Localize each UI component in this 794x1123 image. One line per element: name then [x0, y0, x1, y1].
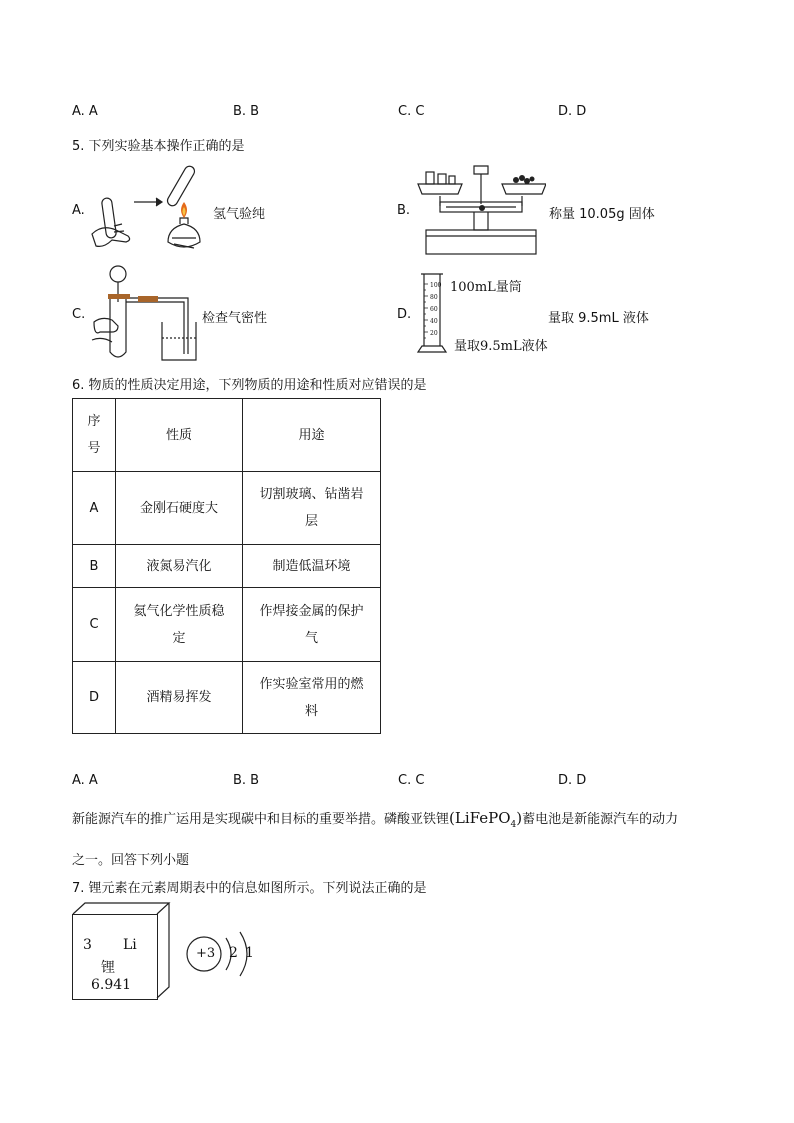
- atomic-number: 3: [83, 937, 92, 953]
- row-use: 作焊接金属的保护 气: [243, 588, 381, 662]
- cylinder-name: 100mL量筒: [450, 280, 522, 295]
- row-id: D: [73, 662, 116, 734]
- option-c[interactable]: C. C: [398, 773, 425, 788]
- q6-stem: 6. 物质的性质决定用途，下列物质的用途和性质对应错误的是: [72, 378, 427, 393]
- option-a[interactable]: A. A: [72, 104, 98, 119]
- element-symbol: Li: [123, 937, 137, 953]
- intro-text-2: 蓄电池是新能源汽车的动力: [522, 812, 679, 827]
- row-use: 作实验室常用的燃 料: [243, 662, 381, 734]
- header-property: 性质: [116, 399, 243, 472]
- intro-text-3: 之一。回答下列小题: [72, 853, 190, 868]
- cylinder-note: 量取9.5mL液体: [454, 339, 548, 354]
- nucleus-charge: +3: [196, 946, 216, 961]
- row-property: 酒精易挥发: [116, 662, 243, 734]
- option-b[interactable]: B. B: [233, 104, 260, 119]
- intro-text-1: 新能源汽车的推广运用是实现碳中和目标的重要举措。磷酸亚铁锂: [72, 812, 450, 827]
- q5-option-a-caption: 氢气验纯: [213, 207, 266, 222]
- balance-scale-figure: [416, 162, 546, 258]
- q5-option-d-label[interactable]: D.: [397, 307, 412, 322]
- formula: (LiFePO$_4$): [449, 809, 523, 830]
- option-d[interactable]: D. D: [558, 773, 587, 788]
- row-property: 液氮易汽化: [116, 545, 243, 588]
- option-d[interactable]: D. D: [558, 104, 587, 119]
- q5-option-d-caption: 量取 9.5mL 液体: [548, 311, 649, 326]
- q4-options: [72, 104, 632, 122]
- table-row: [73, 662, 381, 734]
- table-row: [73, 588, 381, 662]
- row-property: 氦气化学性质稳 定: [116, 588, 243, 662]
- row-id: A: [73, 472, 116, 545]
- airtightness-check-figure: [88, 262, 198, 362]
- header-use: 用途: [243, 399, 381, 472]
- q5-option-a-label[interactable]: A.: [72, 203, 85, 218]
- property-use-table: [72, 398, 381, 734]
- q5-option-c-label[interactable]: C.: [72, 307, 86, 322]
- lithium-element-card: [72, 914, 158, 1000]
- element-name: 锂: [101, 960, 115, 976]
- shell-1-electrons: 2: [229, 945, 238, 961]
- shell-2-electrons: 1: [245, 945, 254, 961]
- row-property: 金刚石硬度大: [116, 472, 243, 545]
- option-b[interactable]: B. B: [233, 773, 260, 788]
- option-c[interactable]: C. C: [398, 104, 425, 119]
- q5-option-b-caption: 称量 10.05g 固体: [549, 207, 655, 222]
- table-row: [73, 472, 381, 545]
- row-id: B: [73, 545, 116, 588]
- q6-options: [72, 773, 632, 791]
- row-use: 制造低温环境: [243, 545, 381, 588]
- row-id: C: [73, 588, 116, 662]
- header-no: 序 号: [73, 399, 116, 472]
- row-use: 切割玻璃、钻凿岩 层: [243, 472, 381, 545]
- q7-stem: 7. 锂元素在元素周期表中的信息如图所示。下列说法正确的是: [72, 881, 427, 896]
- q5-stem: 5. 下列实验基本操作正确的是: [72, 139, 245, 154]
- q5-option-c-caption: 检查气密性: [202, 311, 268, 326]
- hydrogen-purity-test-figure: [88, 160, 208, 260]
- q5-option-b-label[interactable]: B.: [397, 203, 411, 218]
- table-header-row: [73, 399, 381, 472]
- cylinder-scale: 100 80 60 40 20: [430, 282, 442, 337]
- option-a[interactable]: A. A: [72, 773, 98, 788]
- atomic-mass: 6.941: [91, 977, 132, 993]
- intro-paragraph: [72, 800, 732, 879]
- table-row: [73, 545, 381, 588]
